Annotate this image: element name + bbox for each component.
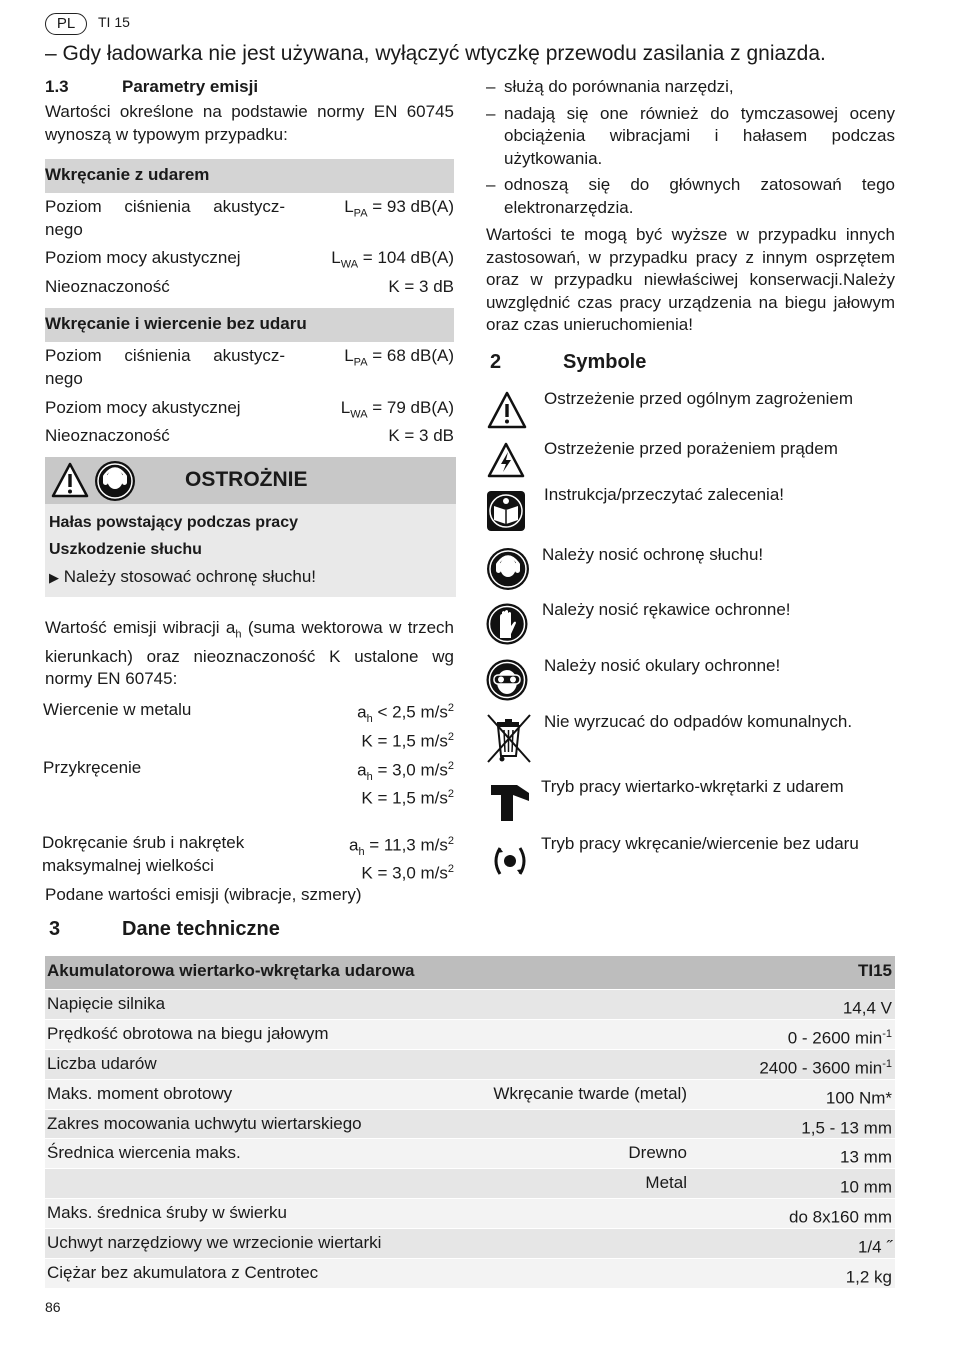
caution-line-1: Hałas powstający podczas pracy	[49, 514, 298, 531]
vibration-intro: Wartość emisji wibracji $a_h$ (suma wektorowa w trzech kierunkach) oraz nieoznaczoność K ustalone wg normy EN 60745:	[45, 618, 454, 689]
emission-2-label-1a: Poziom ciśnienia akustycz-	[45, 346, 285, 365]
emission-2-value-2: $L_{WA} = 79$ dB(A)	[340, 398, 454, 421]
rotation-mode-icon	[488, 842, 532, 880]
list-item: – odnoszą się do głównych zatosowań tego elektronarzędzia.	[486, 175, 895, 217]
caution-action: ▶ Należy stosować ochronę słuchu!	[49, 567, 317, 586]
table-row: Liczba udarów 2400 - 3600 $\min^{-1}$	[45, 1050, 895, 1080]
section-1-3-title: Parametry emisji	[122, 77, 259, 96]
table-row: Średnica wiercenia maks. Drewno 13 mm	[45, 1139, 895, 1169]
gloves-icon	[486, 602, 528, 646]
arrow-right-icon: ▶	[49, 570, 59, 585]
ear-protection-icon	[486, 547, 530, 591]
section-1-3-intro: Wartości określone na podstawie normy EN 60745 wynoszą w typowym przypadku:	[45, 102, 454, 144]
table-row: Uchwyt narzędziowy we wrzecionie wiertarki 1/4 ˝	[45, 1229, 895, 1259]
language-badge: PL	[45, 13, 87, 35]
section-3-number: 3	[49, 918, 61, 940]
symbol-text-6: Należy nosić okulary ochronne!	[544, 656, 781, 675]
emission-1-value-3: K = 3 dB	[388, 277, 454, 296]
list-item: – nadają się one również do tymczasowej oceny obciążenia wibracjami i hałasem podczas użytkowania.	[486, 103, 895, 168]
emission-1-label-1b: nego	[45, 220, 83, 239]
crossed-bin-icon	[486, 712, 532, 766]
vibration-label-3: Dokręcanie śrub i nakrętek maksymalnej wielkości	[42, 833, 245, 875]
caution-title: OSTROŻNIE	[185, 468, 308, 491]
symbol-text-2: Ostrzeżenie przed porażeniem prądem	[544, 439, 838, 458]
caution-header	[45, 457, 456, 504]
section-2-title: Symbole	[563, 351, 647, 373]
table-header-model: TI15	[857, 961, 892, 980]
table-row: Ciężar bez akumulatora z Centrotec 1,2 kg	[45, 1259, 895, 1289]
section-1-3-number: 1.3	[45, 77, 69, 96]
table-row: Metal 10 mm	[45, 1169, 895, 1199]
general-warning-icon	[486, 390, 528, 430]
emission-notes-paragraph: Wartości te mogą być wyższe w przypadku innych zastosowań, w przypadku pracy z innym osprzętem oraz w przypadku niewłaściwej konserwacji.Należy uwzględnić czas pracy urządzenia na biegu jałowym oraz czas unieruchomienia!	[486, 225, 895, 334]
hammer-mode-icon	[487, 781, 531, 823]
emission-2-label-3: Nieoznaczoność	[45, 426, 170, 445]
charger-warning: – Gdy ładowarka nie jest używana, wyłączyć wtyczkę przewodu zasilania z gniazda.	[45, 42, 826, 65]
electric-shock-warning-icon	[486, 441, 526, 479]
emission-1-value-1: $L_{PA} = 93$ dB(A)	[344, 197, 454, 220]
table-row: Napięcie silnika 14,4 V	[45, 990, 895, 1020]
vibration-ah-2: $a_h = 3,0$ $m/s^2$	[357, 760, 454, 784]
section-3-title: Dane techniczne	[122, 918, 280, 940]
table-header-label: Akumulatorowa wiertarko-wkrętarka udarowa	[47, 961, 415, 980]
vibration-label-1: Wiercenie w metalu	[43, 700, 192, 719]
table-row: Maks. średnica śruby w świerku do 8x160 mm	[45, 1199, 895, 1229]
emission-2-label-1b: nego	[45, 369, 83, 388]
symbol-text-9: Tryb pracy wkręcanie/wiercenie bez udaru	[541, 834, 859, 853]
symbol-text-1: Ostrzeżenie przed ogólnym zagrożeniem	[544, 389, 853, 408]
vibration-k-2: K = 1,5 $m/s^2$	[361, 788, 454, 808]
emission-1-label-2: Poziom mocy akustycznej	[45, 248, 241, 267]
emission-2-value-1: $L_{PA} = 68$ dB(A)	[344, 346, 454, 369]
table-row: Prędkość obrotowa na biegu jałowym 0 - 2600 $\min^{-1}$	[45, 1020, 895, 1050]
symbol-text-7: Nie wyrzucać do odpadów komunalnych.	[544, 712, 853, 731]
caution-box	[45, 457, 456, 597]
page-number: 86	[45, 1299, 61, 1315]
goggles-icon	[486, 658, 528, 702]
symbol-text-8: Tryb pracy wiertarko-wkrętarki z udarem	[541, 777, 844, 796]
symbol-text-5: Należy nosić rękawice ochronne!	[542, 600, 791, 619]
vibration-k-1: K = 1,5 $m/s^2$	[361, 731, 454, 751]
table-row: Maks. moment obrotowy Wkręcanie twarde (metal) 100 Nm*	[45, 1080, 895, 1110]
list-item: – służą do porównania narzędzi,	[486, 77, 734, 96]
model-label: TI 15	[98, 14, 130, 30]
emission-notes-list	[486, 76, 895, 219]
emission-2-value-3: K = 3 dB	[388, 426, 454, 445]
emission-1-label-3: Nieoznaczoność	[45, 277, 170, 296]
vibration-k-3: K = 3,0 $m/s^2$	[361, 863, 454, 883]
vibration-label-2: Przykręcenie	[43, 758, 142, 777]
vibration-ah-1: $a_h < 2,5$ $m/s^2$	[357, 702, 454, 726]
vibration-ah-3: $a_h = 11,3$ $m/s^2$	[348, 835, 454, 859]
vibration-footer: Podane wartości emisji (wibracje, szmery)	[45, 885, 362, 904]
symbol-text-4: Należy nosić ochronę słuchu!	[542, 545, 764, 564]
caution-line-2: Uszkodzenie słuchu	[49, 541, 202, 558]
table-row: Zakres mocowania uchwytu wiertarskiego 1,5 - 13 mm	[45, 1110, 895, 1140]
emission-2-label-2: Poziom mocy akustycznej	[45, 398, 241, 417]
general-warning-icon	[50, 461, 90, 499]
emission-table-2-title: Wkręcanie i wiercenie bez udaru	[45, 314, 307, 333]
symbol-text-3: Instrukcja/przeczytać zalecenia!	[544, 485, 784, 504]
emission-1-label-1a: Poziom ciśnienia akustycz-	[45, 197, 285, 216]
technical-data-table	[45, 956, 895, 1289]
emission-1-value-2: $L_{WA} = 104$ dB(A)	[331, 248, 454, 271]
table-header	[45, 956, 895, 990]
section-2-number: 2	[490, 351, 502, 373]
emission-table-1-title: Wkręcanie z udarem	[45, 165, 210, 184]
read-manual-icon	[486, 490, 526, 532]
ear-protection-icon	[93, 460, 137, 502]
